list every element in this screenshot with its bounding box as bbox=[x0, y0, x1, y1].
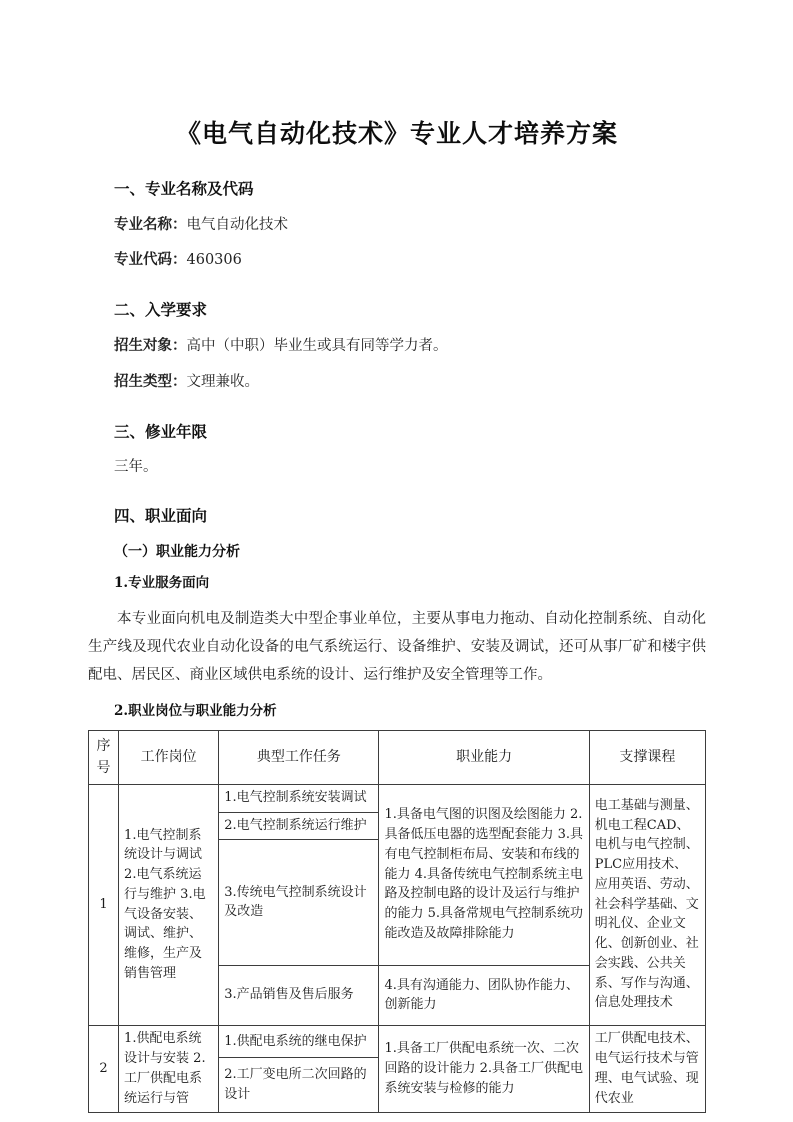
table-row bbox=[89, 1026, 706, 1058]
row2-task-1: 1.供配电系统的继电保护 bbox=[219, 1026, 379, 1058]
row2-post: 1.供配电系统设计与安装 2.工厂供配电系统运行与管 bbox=[119, 1026, 219, 1113]
table-header-courses: 支撑课程 bbox=[589, 731, 705, 785]
row1-task-4: 3.产品销售及售后服务 bbox=[219, 966, 379, 1026]
row1-task-2: 2.电气控制系统运行维护 bbox=[219, 812, 379, 840]
table-header-task: 典型工作任务 bbox=[219, 731, 379, 785]
row1-post: 1.电气控制系统设计与调试 2.电气系统运行与维护 3.电气设备安装、调试、维护、维修，生产及销售管理 bbox=[119, 784, 219, 1026]
section-heading-4: 四、职业面向 bbox=[114, 506, 208, 526]
duration-value: 三年。 bbox=[114, 458, 158, 475]
row2-ability: 1.具备工厂供配电系统一次、二次回路的设计能力 2.具备工厂供配电系统安装与检修的能力 bbox=[379, 1026, 589, 1113]
table-header-ability: 职业能力 bbox=[379, 731, 589, 785]
page-content bbox=[88, 0, 706, 1113]
major-name-value: 电气自动化技术 bbox=[186, 216, 288, 233]
admission-target-value: 高中（中职）毕业生或具有同等学力者。 bbox=[186, 338, 448, 355]
major-name-line bbox=[88, 201, 706, 237]
admission-type-value: 文理兼收。 bbox=[186, 373, 259, 390]
service-scope-paragraph: 本专业面向机电及制造类大中型企事业单位，主要从事电力拖动、自动化控制系统、自动化生产线及现代农业自动化设备的电气系统运行、设备维护、安装及调试，还可从事厂矿和楼宇供配电、居民区、商业区域供电系统的设计、运行维护及安全管理等工作。 bbox=[88, 610, 706, 683]
major-code-label: 专业代码： bbox=[114, 251, 187, 269]
page-title: 《电气自动化技术》专业人才培养方案 bbox=[175, 119, 618, 148]
major-code-line bbox=[88, 236, 706, 272]
table-header-post: 工作岗位 bbox=[119, 731, 219, 785]
section-heading-3: 三、修业年限 bbox=[114, 421, 208, 441]
row1-ability-last: 4.具有沟通能力、团队协作能力、创新能力 bbox=[379, 966, 589, 1026]
major-code-value: 460306 bbox=[186, 252, 242, 269]
admission-type-line bbox=[88, 358, 706, 394]
row2-courses: 工厂供配电技术、电气运行技术与管理、电气试验、现代农业 bbox=[589, 1026, 705, 1113]
table-row bbox=[89, 784, 706, 812]
row1-ability-main: 1.具备电气图的识图及绘图能力 2.具备低压电器的选型配套能力 3.具有电气控制柜布局、安装和布线的能力 4.具备传统电气控制系统主电路及控制电路的设计及运行与维护的能力 5.具备常规电气控制系统功能改造及故障排除能力 bbox=[379, 784, 589, 966]
subsection-heading-service-scope: 1.专业服务面向 bbox=[114, 575, 210, 591]
row1-courses: 电工基础与测量、机电工程CAD、电机与电气控制、PLC应用技术、应用英语、劳动、社会科学基础、文明礼仪、企业文化、创新创业、社会实践、公共关系、写作与沟通、信息处理技术 bbox=[589, 784, 705, 1026]
row2-task-2: 2.工厂变电所二次回路的设计 bbox=[219, 1058, 379, 1113]
section-heading-1: 一、专业名称及代码 bbox=[114, 178, 254, 198]
row1-task-1: 1.电气控制系统安装调试 bbox=[219, 784, 379, 812]
major-name-label: 专业名称： bbox=[114, 215, 187, 233]
row1-task-3: 3.传统电气控制系统设计及改造 bbox=[219, 840, 379, 966]
job-ability-table bbox=[88, 730, 706, 1113]
row1-no: 1 bbox=[89, 784, 119, 1026]
admission-target-label: 招生对象： bbox=[114, 337, 187, 355]
section-heading-2: 二、入学要求 bbox=[114, 300, 208, 320]
subsection-heading-post-ability: 2.职业岗位与职业能力分析 bbox=[114, 703, 277, 720]
admission-type-label: 招生类型： bbox=[114, 372, 187, 390]
table-header-row bbox=[89, 731, 706, 785]
admission-target-line bbox=[88, 322, 706, 358]
row2-no: 2 bbox=[89, 1026, 119, 1113]
table-header-no: 序号 bbox=[89, 731, 119, 785]
subsection-heading-career-ability: （一）职业能力分析 bbox=[114, 544, 240, 561]
